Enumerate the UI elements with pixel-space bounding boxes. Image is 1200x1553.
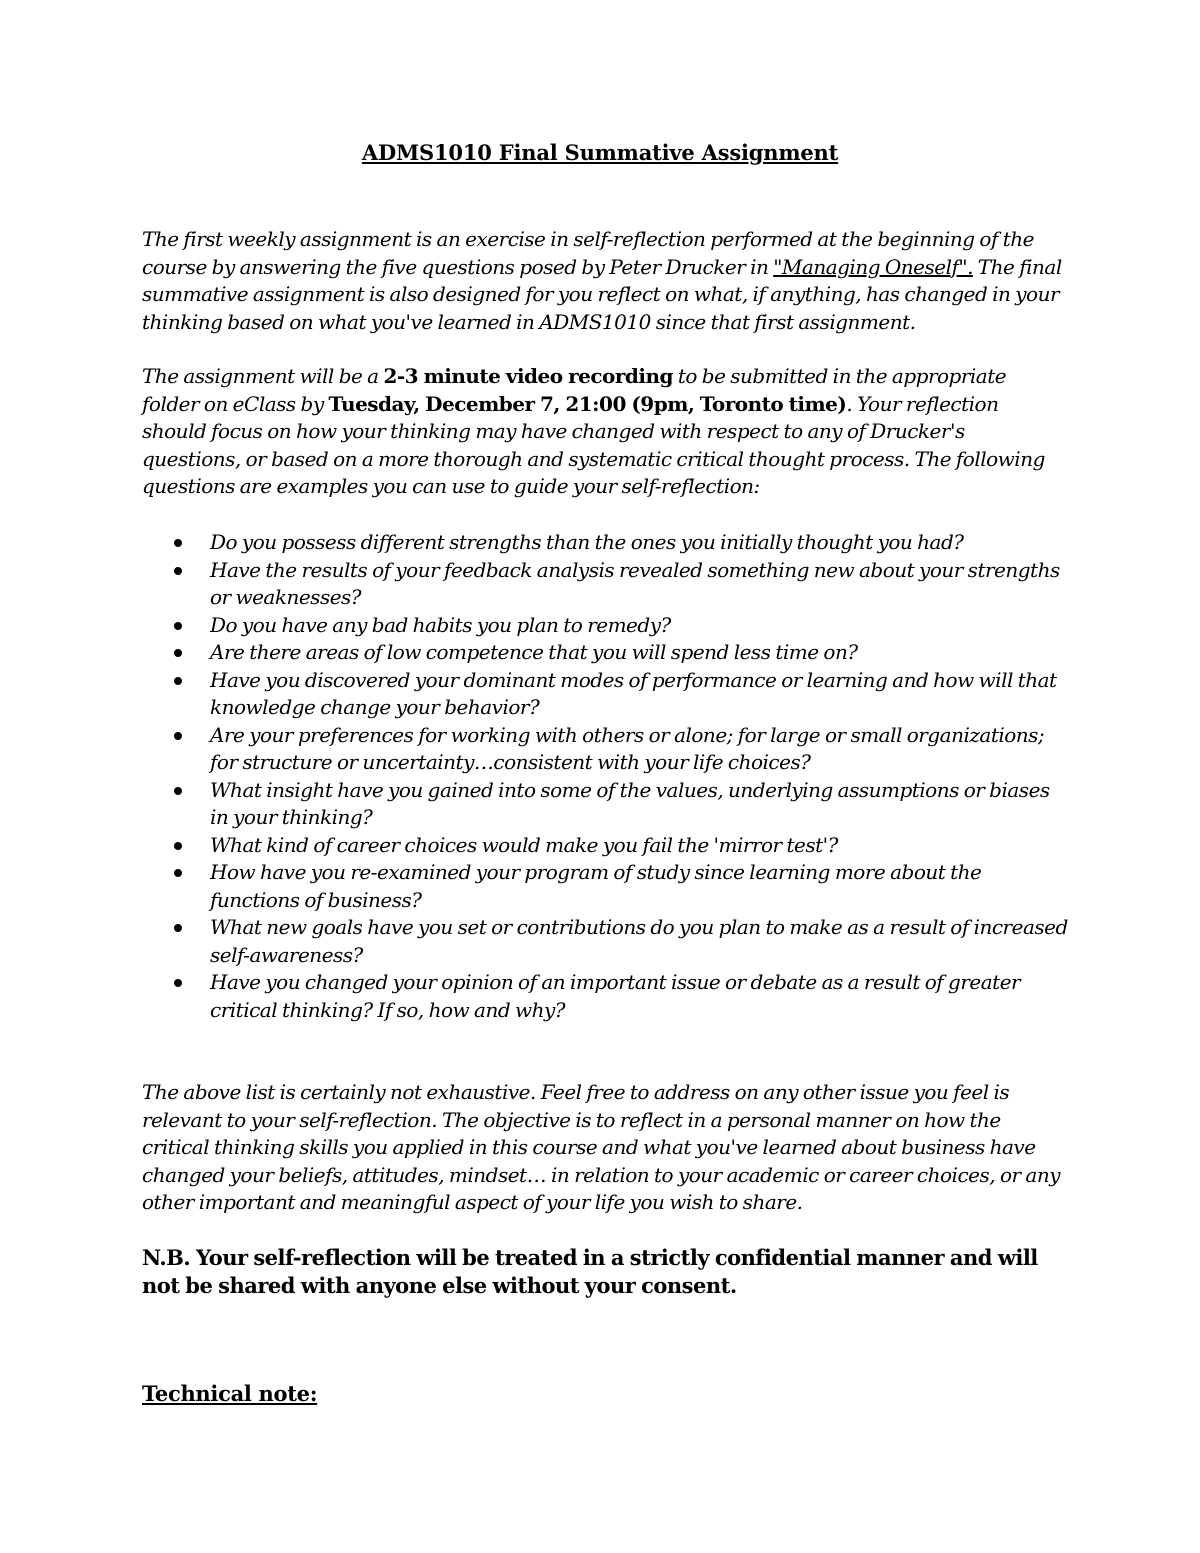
- question-text: How have you re-examined your program of study since learning more about the functions of business?: [210, 860, 982, 912]
- question-item: [210, 722, 1070, 777]
- question-text: Have the results of your feedback analysis revealed something new about your strengths or weaknesses?: [210, 557, 1060, 609]
- document-title: ADMS1010 Final Summative Assignment: [361, 140, 839, 165]
- question-list: [210, 529, 1070, 1024]
- bullet-icon: [174, 924, 182, 932]
- intro-paragraph: [142, 226, 1062, 336]
- question-item: [210, 612, 1070, 640]
- question-item: [210, 557, 1070, 612]
- assignment-text-start: The assignment will be a: [142, 364, 384, 388]
- due-date-emphasis: Tuesday, December 7, 21:00 (9pm, Toronto time): [328, 391, 847, 416]
- bullet-icon: [174, 787, 182, 795]
- bullet-icon: [174, 732, 182, 740]
- question-item: [210, 832, 1070, 860]
- assignment-paragraph: [142, 363, 1062, 501]
- intro-text-end: The final summative assignment is also designed for you reflect on what, if anything, has changed in your thinking based on what you've learned in ADMS1010 since that first assignment.: [142, 254, 1062, 334]
- bullet-icon: [174, 649, 182, 657]
- bullet-icon: [174, 622, 182, 630]
- question-item: [210, 667, 1070, 722]
- technical-note-heading: Technical note:: [142, 1381, 318, 1406]
- bullet-icon: [174, 677, 182, 685]
- question-item: [210, 777, 1070, 832]
- question-text: Are there areas of low competence that you will spend less time on?: [210, 640, 858, 664]
- question-text: Have you changed your opinion of an important issue or debate as a result of greater critical thinking? If so, how and why?: [210, 970, 1021, 1022]
- managing-oneself-link[interactable]: "Managing Oneself".: [773, 254, 973, 279]
- question-text: What insight have you gained into some of the values, underlying assumptions or biases in your thinking?: [210, 777, 1050, 829]
- question-item: [210, 639, 1070, 667]
- bullet-icon: [174, 979, 182, 987]
- closing-paragraph: The above list is certainly not exhaustive. Feel free to address on any other issue you feel is relevant to your self-reflection. The objective is to reflect in a personal manner on how the critical thinking skills you applied in this course and what you've learned about business have changed your beliefs, attitudes, mindset… in relation to your academic or career choices, or any other important and meaningful aspect of your life you wish to share.: [142, 1080, 1061, 1214]
- video-length-emphasis: 2-3 minute video recording: [383, 364, 673, 388]
- question-item: [210, 859, 1070, 914]
- question-text: What new goals have you set or contributions do you plan to make as a result of increased self-awareness?: [210, 915, 1068, 967]
- question-text: Have you discovered your dominant modes of performance or learning and how will that knowledge change your behavior?: [210, 667, 1057, 719]
- bullet-icon: [174, 869, 182, 877]
- question-text: Do you possess different strengths than the ones you initially thought you had?: [210, 530, 964, 554]
- question-text: Do you have any bad habits you plan to remedy?: [210, 612, 671, 637]
- bullet-icon: [174, 539, 182, 547]
- assignment-text-middle: to be submitted in the appropriate folder on eClass by: [142, 364, 1007, 416]
- intro-text-start: The first weekly assignment is an exercise in self-reflection performed at the beginning of the course by answering the five questions posed by Peter Drucker in: [142, 227, 1034, 279]
- question-text: What kind of career choices would make you fail the 'mirror test'?: [210, 832, 838, 857]
- question-item: [210, 529, 1070, 557]
- bullet-icon: [174, 567, 182, 575]
- bullet-icon: [174, 842, 182, 850]
- question-item: [210, 969, 1070, 1024]
- question-text: Are your preferences for working with others or alone; for large or small organizations; for structure or uncertainty…consistent with your life choices?: [210, 722, 1045, 774]
- confidentiality-note: N.B. Your self-reflection will be treated in a strictly confidential manner and will not be shared with anyone else without your consent.: [142, 1245, 1038, 1298]
- question-item: [210, 914, 1070, 969]
- assignment-text-end: . Your reflection should focus on how your thinking may have changed with respect to any of Drucker's questions, or based on a more thorough and systematic critical thought process. The following questions are examples you can use to guide your self-reflection:: [142, 391, 1045, 498]
